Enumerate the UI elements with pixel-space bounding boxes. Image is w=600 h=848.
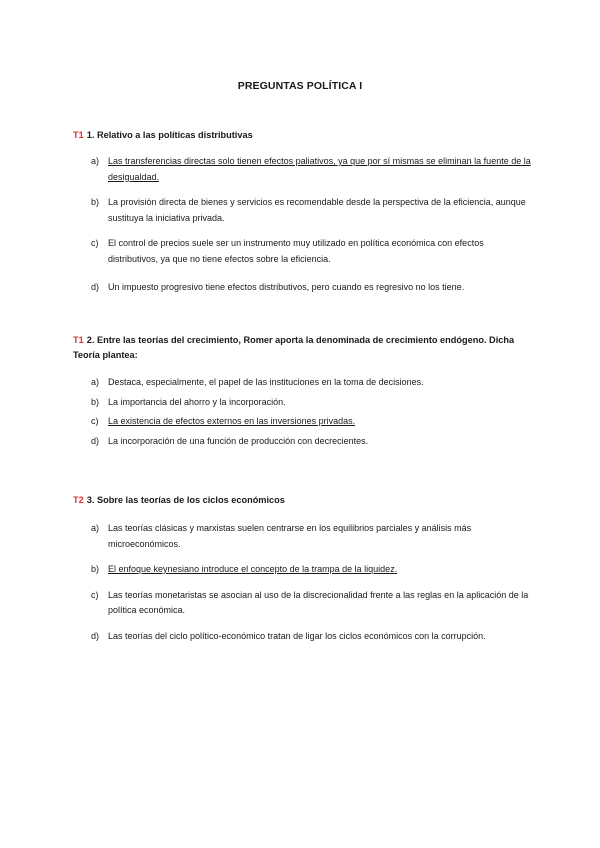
option-letter: d): [91, 435, 100, 446]
option-b: [91, 395, 531, 411]
option-letter: d): [91, 282, 100, 292]
option-text: La importancia del ahorro y la incorporación.: [108, 396, 286, 407]
option-letter: c): [91, 589, 99, 600]
option-d: [91, 434, 531, 450]
option-text: Un impuesto progresivo tiene efectos distributivos, pero cuando es regresivo no los tiene.: [108, 282, 465, 292]
option-c: [91, 588, 531, 619]
option-d: [91, 629, 531, 645]
question-text: 3. Sobre las teorías de los ciclos económicos: [86, 495, 285, 505]
option-text: El enfoque keynesiano introduce el concepto de la trampa de la liquidez.: [108, 564, 398, 574]
option-letter: d): [91, 630, 100, 641]
question-1: [73, 128, 533, 143]
topic-tag: T1: [73, 130, 84, 140]
option-letter: a): [91, 377, 100, 387]
option-b: [91, 195, 531, 226]
option-a: [91, 154, 531, 185]
option-a: [91, 521, 531, 552]
options-list-3: [91, 521, 531, 644]
question-text: 2. Entre las teorías del crecimiento, Romer aporta la denominada de crecimiento endógeno. Dicha Teoría plantea:: [73, 335, 515, 360]
option-d: [91, 280, 531, 296]
document-title: PREGUNTAS POLÍTICA I: [237, 80, 363, 92]
question-2: [73, 333, 533, 363]
option-text: Destaca, especialmente, el papel de las instituciones en la toma de decisiones.: [108, 377, 424, 387]
option-letter: b): [91, 564, 100, 574]
option-letter: b): [91, 197, 100, 207]
option-text: Las teorías del ciclo político-económico tratan de ligar los ciclos económicos con la corrupción.: [108, 630, 486, 641]
option-c: [91, 414, 531, 430]
option-text: El control de precios suele ser un instrumento muy utilizado en política económica con efectos distributivos, ya que no tiene efectos sobre la eficiencia.: [108, 238, 484, 264]
option-text: La incorporación de una función de producción con decrecientes.: [108, 435, 369, 446]
option-b: [91, 562, 531, 578]
question-3: [73, 493, 533, 508]
option-letter: c): [91, 416, 99, 426]
topic-tag: T2: [73, 495, 84, 505]
option-letter: b): [91, 396, 100, 407]
option-letter: c): [91, 238, 99, 248]
option-a: [91, 375, 531, 391]
option-text: La provisión directa de bienes y servicios es recomendable desde la perspectiva de la eficiencia, aunque sustituya la iniciativa privada.: [108, 197, 526, 223]
question-text: 1. Relativo a las políticas distributivas: [86, 130, 253, 140]
option-text: Las teorías monetaristas se asocian al uso de la discrecionalidad frente a las reglas en la aplicación de la política económica.: [108, 589, 529, 615]
option-letter: a): [91, 523, 100, 533]
option-letter: a): [91, 156, 100, 166]
option-text: Las transferencias directas solo tienen efectos paliativos, ya que por sí mismas se eliminan la fuente de la desigualdad.: [108, 156, 531, 182]
option-text: La existencia de efectos externos en las inversiones privadas.: [108, 416, 356, 426]
topic-tag: T1: [73, 335, 84, 345]
option-text: Las teorías clásicas y marxistas suelen centrarse en los equilibrios parciales y análisis más microeconómicos.: [108, 523, 472, 549]
option-c: [91, 236, 531, 267]
options-list-1: [91, 154, 531, 296]
options-list-2: [91, 375, 531, 449]
